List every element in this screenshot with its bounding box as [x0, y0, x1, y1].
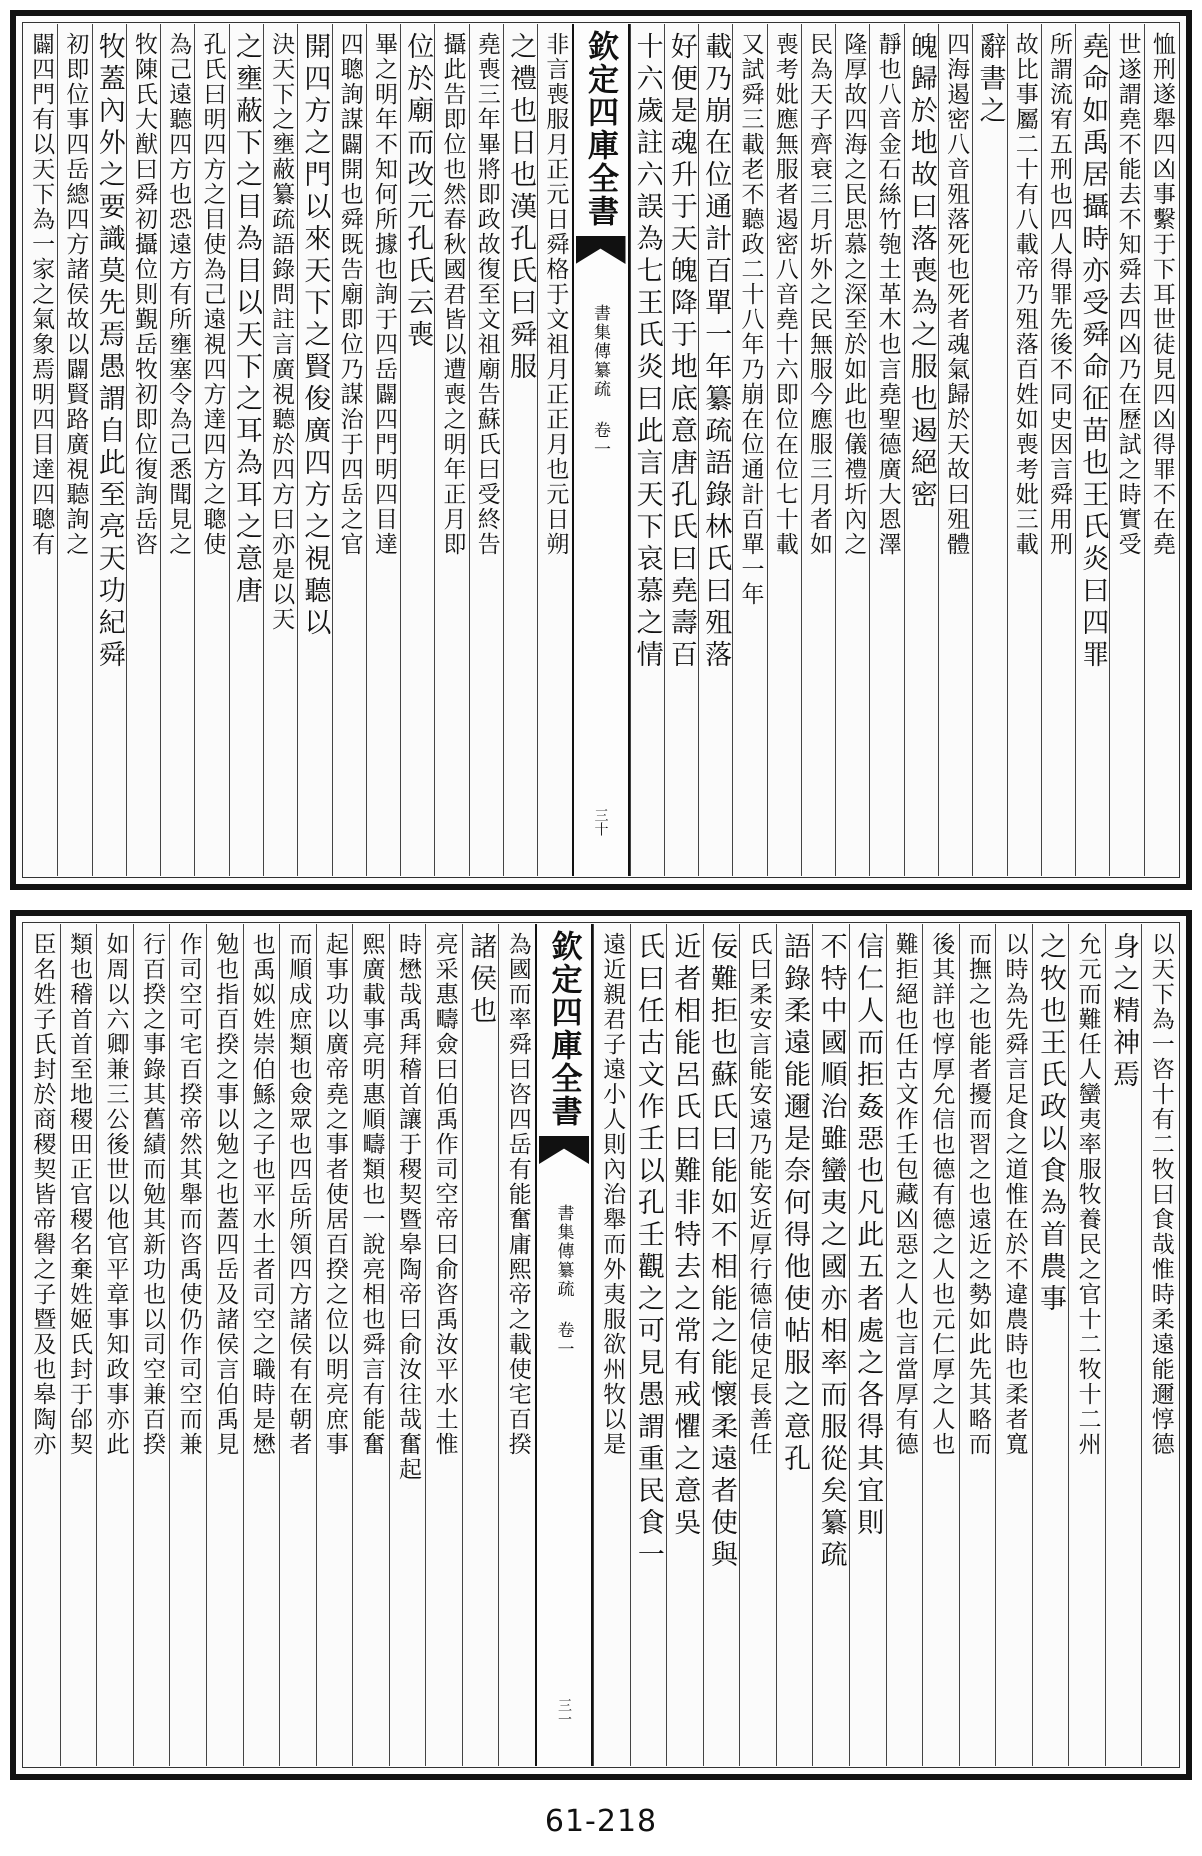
column-text: 行百揆之事錄其舊績而勉其新功也以司空兼百揆	[139, 932, 166, 1457]
text-column	[801, 24, 835, 876]
column-text: 難拒絕也任古文作壬包藏凶惡之人也言當厚有德	[891, 932, 918, 1457]
text-column	[1144, 24, 1178, 876]
column-text: 之牧也王氏政以食為首農事	[1035, 932, 1067, 1316]
text-column	[169, 924, 206, 1766]
column-text: 以時為先舜言足食之道惟在於不違農時也柔者寬	[1001, 932, 1028, 1457]
column-text: 好便是魂升于天魄降于地底意唐孔氏曰堯壽百	[665, 32, 697, 672]
column-text: 作司空可宅百揆帝然其舉而咨禹使仍作司空而兼	[175, 932, 202, 1457]
column-text: 堯喪三年畢將即政故復至文祖廟告蘇氏曰受終告	[473, 32, 500, 557]
text-column	[995, 924, 1032, 1766]
column-text: 而撫之也能者擾而習之也遠近之勢如此先其略而	[964, 932, 991, 1457]
text-column	[425, 924, 462, 1766]
text-column	[1075, 24, 1109, 876]
column-text: 隆厚故四海之民思慕之深至於如此也儀禮圻內之	[840, 32, 867, 557]
text-column	[732, 24, 766, 876]
banxin-juan-label: 書集傳纂疏 卷一	[553, 1204, 574, 1359]
column-text: 亮采惠疇僉曰伯禹作司空帝曰俞咨禹汝平水土惟	[431, 932, 458, 1457]
column-text: 而順成庶類也僉眾也四岳所領四方諸侯有在朝者	[285, 932, 312, 1457]
column-text: 時懋哉禹拜稽首讓于稷契暨皋陶帝曰俞汝往哉奮起	[395, 932, 422, 1482]
text-column	[703, 924, 740, 1766]
column-text: 熙廣載事亮明惠順疇類也一說亮相也舜言有能奮	[358, 932, 385, 1457]
column-text: 之禮也日也漢孔氏曰舜服	[505, 32, 537, 384]
column-text: 身之精神焉	[1108, 932, 1140, 1092]
text-column	[498, 924, 535, 1766]
text-column	[537, 24, 571, 876]
column-text: 也禹姒姓崇伯鯀之子也平水土者司空之職時是懋	[248, 932, 275, 1457]
page-number: 61-218	[544, 1804, 658, 1839]
text-column	[332, 24, 366, 876]
text-column	[739, 924, 776, 1766]
column-text: 闢四門有以天下為一家之氣象焉明四目達四聰有	[28, 32, 55, 557]
top-text-columns	[24, 24, 1178, 876]
column-text: 攝此告即位也然春秋國君皆以遭喪之明年正月即	[439, 32, 466, 557]
column-text: 辭書之	[974, 32, 1006, 128]
column-text: 遠近親君子遠小人則內治舉而外夷服欲州牧以是	[599, 932, 626, 1457]
text-column	[503, 24, 537, 876]
column-text: 之壅蔽下之目為目以天下之耳為耳之意唐	[230, 32, 262, 608]
text-column	[767, 24, 801, 876]
text-column	[698, 24, 732, 876]
column-text: 孔氏曰明四方之目使為己遠視四方達四方之聰使	[199, 32, 226, 557]
column-text: 近者相能呂氏曰難非特去之常有戒懼之意吳	[669, 932, 701, 1540]
text-column	[812, 924, 849, 1766]
text-column	[835, 24, 869, 876]
text-column	[593, 924, 630, 1766]
column-text: 不特中國順治雖蠻夷之國亦相率而服從矣纂疏	[815, 932, 847, 1572]
text-column	[1141, 924, 1178, 1766]
column-text: 牧蓋內外之要識莫先焉愚謂自此至亮天功紀舜	[93, 32, 125, 672]
banxin-center-column	[535, 924, 593, 1766]
text-column	[263, 24, 297, 876]
column-text: 又試舜三載老不聽政二十八年乃崩在位通計百單一年	[737, 32, 764, 607]
text-column	[1032, 924, 1069, 1766]
text-column	[24, 24, 57, 876]
column-text: 佞難拒也蘇氏曰能如不相能之能懷柔遠者使與	[705, 932, 737, 1572]
text-column	[126, 24, 160, 876]
column-text: 起事功以廣帝堯之事者使居百揆之位以明亮庶事	[321, 932, 348, 1457]
column-text: 為國而率舜曰咨四岳有能奮庸熙帝之載使宅百揆	[504, 932, 531, 1457]
text-column	[664, 24, 698, 876]
banxin-title: 欽定四庫全書	[582, 30, 618, 228]
fishtail-mark-icon	[539, 1136, 589, 1164]
column-text: 氏曰柔安言能安遠乃能安近厚行德信使足長善任	[745, 932, 772, 1457]
text-column	[96, 924, 133, 1766]
text-column	[352, 924, 389, 1766]
text-column	[60, 924, 97, 1766]
column-text: 語錄柔遠能邇是奈何得他使帖服之意孔	[779, 932, 811, 1476]
column-text: 為己遠聽四方也恐遠方有所壅塞令為己悉聞見之	[165, 32, 192, 557]
column-text: 靜也八音金石絲竹匏土革木也言堯聖德廣大恩澤	[874, 32, 901, 557]
text-column	[1041, 24, 1075, 876]
column-text: 諸侯也	[465, 932, 497, 1028]
banxin-center-column	[572, 24, 630, 876]
text-column	[869, 24, 903, 876]
column-text: 四海遏密八音殂落死也死者魂氣歸於天故曰殂體	[943, 32, 970, 557]
column-text: 臣名姓子氏封於商稷契皆帝嚳之子暨及也皋陶亦	[29, 932, 56, 1457]
column-text: 位於廟而改元孔氏云喪	[402, 32, 434, 352]
text-column	[886, 924, 923, 1766]
column-text: 故比事屬二十有八載帝乃殂落百姓如喪考妣三載	[1011, 32, 1038, 557]
column-text: 信仁人而拒姦惡也凡此五者處之各得其宜則	[852, 932, 884, 1540]
column-text: 所謂流宥五刑也四人得罪先後不同史因言舜用刑	[1046, 32, 1073, 557]
column-text: 畢之明年不知何所據也詢于四岳闢四門明四目達	[370, 32, 397, 557]
column-text: 載乃崩在位通計百單一年纂疏語錄林氏曰殂落	[700, 32, 732, 672]
column-text: 十六歲註六誤為七王氏炎曰此言天下哀慕之情	[631, 32, 663, 672]
text-column	[229, 24, 263, 876]
text-column	[92, 24, 126, 876]
banxin-page-label: 三十	[592, 808, 609, 836]
text-column	[630, 924, 667, 1766]
text-column	[938, 24, 972, 876]
column-text: 如周以六卿兼三公後世以他官平章事知政事亦此	[102, 932, 129, 1457]
text-column	[133, 924, 170, 1766]
text-column	[462, 924, 499, 1766]
banxin-title: 欽定四庫全書	[545, 930, 582, 1128]
text-column	[1109, 24, 1143, 876]
text-column	[389, 924, 426, 1766]
column-text: 民為天子齊衰三月圻外之民無服今應服三月者如	[806, 32, 833, 557]
text-column	[469, 24, 503, 876]
column-text: 恤刑遂舉四凶事繫于下耳世徒見四凶得罪不在堯	[1148, 32, 1175, 557]
column-text: 氏曰任古文作壬以孔壬觀之可見愚謂重民食一	[632, 932, 664, 1572]
text-column	[959, 924, 996, 1766]
text-column	[434, 24, 468, 876]
column-text: 開四方之門以來天下之賢俊廣四方之視聽以	[299, 32, 331, 640]
column-text: 牧陳氏大猷曰舜初攝位則覲岳牧初即位復詢岳咨	[130, 32, 157, 557]
text-column	[297, 24, 331, 876]
column-text: 喪考妣應無服者遏密八音堯十六即位在位七十載	[771, 32, 798, 557]
text-column	[206, 924, 243, 1766]
column-text: 後其詳也惇厚允信也德有德之人也元仁厚之人也	[928, 932, 955, 1457]
text-column	[1068, 924, 1105, 1766]
column-text: 四聰詢謀闢開也舜既告廟即位乃謀治于四岳之官	[336, 32, 363, 557]
text-column	[400, 24, 434, 876]
text-column	[904, 24, 938, 876]
fishtail-mark-icon	[576, 236, 626, 264]
column-text: 世遂謂堯不能去不知舜去四凶乃在歷試之時實受	[1114, 32, 1141, 557]
column-text: 允元而難任人蠻夷率服牧養民之官十二牧十二州	[1074, 932, 1101, 1457]
banxin-juan-label: 書集傳纂疏 卷一	[590, 304, 610, 459]
text-column	[630, 24, 664, 876]
banxin-page-label: 三一	[556, 1698, 572, 1726]
text-column	[366, 24, 400, 876]
text-column	[849, 924, 886, 1766]
text-column	[24, 924, 60, 1766]
text-column	[1007, 24, 1041, 876]
column-text: 勉也指百揆之事以勉之也蓋四岳及諸侯言伯禹見	[212, 932, 239, 1457]
column-text: 魄歸於地故曰落喪為之服也遏絕密	[905, 32, 937, 512]
text-column	[57, 24, 91, 876]
text-column	[776, 924, 813, 1766]
column-text: 堯命如禹居攝時亦受舜命征苗也王氏炎曰四罪	[1077, 32, 1109, 672]
column-text: 決天下之壅蔽纂疏語錄問註言廣視聽於四方曰亦是以天	[268, 32, 295, 632]
text-column	[1105, 924, 1142, 1766]
text-column	[160, 24, 194, 876]
text-column	[279, 924, 316, 1766]
bottom-page-panel	[10, 910, 1192, 1780]
text-column	[316, 924, 353, 1766]
column-text: 類也稽首首至地稷田正官稷名棄姓姬氏封于邰契	[65, 932, 92, 1457]
column-text: 以天下為一咨十有二牧曰食哉惟時柔遠能邇惇德	[1147, 932, 1174, 1457]
column-text: 非言喪服月正元日舜格于文祖月正正月也元日朔	[542, 32, 569, 557]
column-text: 初即位事四岳總四方諸侯故以闢賢路廣視聽詢之	[62, 32, 89, 557]
text-column	[972, 24, 1006, 876]
text-column	[243, 924, 280, 1766]
top-page-panel	[10, 10, 1192, 890]
text-column	[922, 924, 959, 1766]
text-column	[194, 24, 228, 876]
text-column	[666, 924, 703, 1766]
bottom-text-columns	[24, 924, 1178, 1766]
